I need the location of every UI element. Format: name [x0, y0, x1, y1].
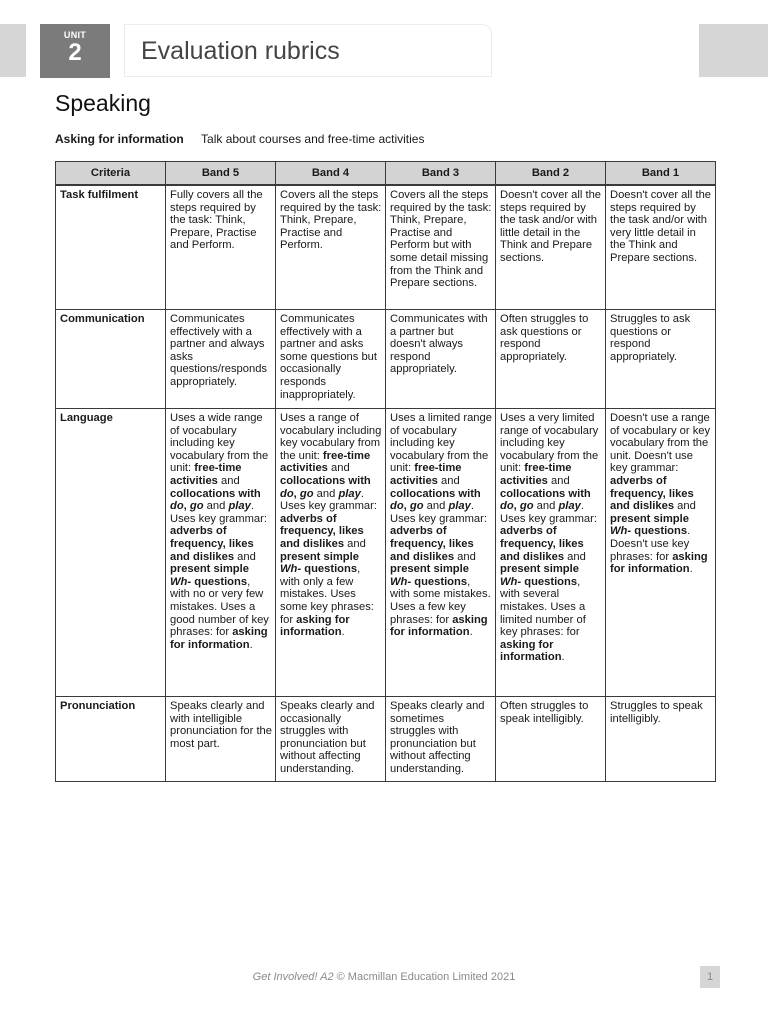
- table-cell: Doesn't cover all the steps required by the task and/or with very little detail in the Think and Prepare sections.: [606, 185, 716, 310]
- section-title: Speaking: [55, 90, 151, 116]
- table-row: [56, 185, 716, 310]
- table-row: [56, 697, 716, 782]
- criterion-task-fulfilment: Task fulfilment: [56, 185, 166, 310]
- column-header-band-1: Band 1: [606, 162, 716, 186]
- unit-label: UNIT: [63, 30, 87, 40]
- table-cell: Often struggles to ask questions or respond appropriately.: [496, 310, 606, 409]
- table-cell: Uses a very limited range of vocabulary including key vocabulary from the unit: free-time activities and collocations with do, go and play. Uses key grammar: adverbs of frequency, likes and dislikes and present simple Wh- questions, with several mistakes. Uses a limited number of key phrases: for asking for information.: [496, 409, 606, 697]
- title-banner: [124, 24, 492, 77]
- right-margin-tab: [699, 24, 768, 77]
- page-title: Evaluation rubrics: [141, 37, 340, 65]
- column-header-criteria: Criteria: [56, 162, 166, 186]
- table-cell: Uses a limited range of vocabulary including key vocabulary from the unit: free-time activities and collocations with do, go and play. Uses key grammar: adverbs of frequency, likes and dislikes and present simple Wh- questions, with some mistakes. Uses a few key phrases: for asking for information.: [386, 409, 496, 697]
- table-header-row: [56, 162, 716, 186]
- table-cell: Uses a wide range of vocabulary including key vocabulary from the unit: free-time activities and collocations with do, go and play. Uses key grammar: adverbs of frequency, likes and dislikes and present simple Wh- questions, with no or very few mistakes. Uses a good number of key phrases: for asking for information.: [166, 409, 276, 697]
- unit-number: 2: [68, 39, 82, 66]
- page-number: 1: [700, 966, 720, 988]
- task-subtitle: [55, 132, 424, 146]
- table-cell: Often struggles to speak intelligibly.: [496, 697, 606, 782]
- table-cell: Speaks clearly and sometimes struggles with pronunciation but without affecting understanding.: [386, 697, 496, 782]
- table-cell: Struggles to ask questions or respond appropriately.: [606, 310, 716, 409]
- left-margin-tab: [0, 24, 26, 77]
- task-label: Asking for information: [55, 132, 184, 146]
- table-cell: Communicates with a partner but doesn't always respond appropriately.: [386, 310, 496, 409]
- book-title: Get Involved! A2: [252, 971, 334, 983]
- criterion-communication: Communication: [56, 310, 166, 409]
- table-cell: Speaks clearly and with intelligible pronunciation for the most part.: [166, 697, 276, 782]
- criterion-language: Language: [56, 409, 166, 697]
- table-cell: Struggles to speak intelligibly.: [606, 697, 716, 782]
- criterion-pronunciation: Pronunciation: [56, 697, 166, 782]
- table-cell: Communicates effectively with a partner and asks some questions but occasionally responds inappropriately.: [276, 310, 386, 409]
- table-cell: Covers all the steps required by the task: Think, Prepare, Practise and Perform.: [276, 185, 386, 310]
- table-row: [56, 310, 716, 409]
- unit-badge: [40, 24, 110, 78]
- column-header-band-2: Band 2: [496, 162, 606, 186]
- rubric-table: [55, 161, 716, 782]
- table-cell: Communicates effectively with a partner and always asks questions/responds appropriately.: [166, 310, 276, 409]
- table-cell: Doesn't use a range of vocabulary or key vocabulary from the unit. Doesn't use key grammar: adverbs of frequency, likes and dislikes and present simple Wh- questions. Doesn't use key phrases: for asking for information.: [606, 409, 716, 697]
- table-cell: Uses a range of vocabulary including key vocabulary from the unit: free-time activities and collocations with do, go and play. Uses key grammar: adverbs of frequency, likes and dislikes and present simple Wh- questions, with only a few mistakes. Uses some key phrases: for asking for information.: [276, 409, 386, 697]
- table-row: [56, 409, 716, 697]
- table-cell: Fully covers all the steps required by the task: Think, Prepare, Practise and Perform.: [166, 185, 276, 310]
- column-header-band-3: Band 3: [386, 162, 496, 186]
- column-header-band-4: Band 4: [276, 162, 386, 186]
- table-cell: Covers all the steps required by the task: Think, Prepare, Practise and Perform but with some detail missing from the Think and Prepare sections.: [386, 185, 496, 310]
- table-cell: Speaks clearly and occasionally struggles with pronunciation but without affecting understanding.: [276, 697, 386, 782]
- column-header-band-5: Band 5: [166, 162, 276, 186]
- task-description: Talk about courses and free-time activities: [201, 132, 425, 146]
- table-cell: Doesn't cover all the steps required by the task and/or with little detail in the Think and Prepare sections.: [496, 185, 606, 310]
- copyright-text: © Macmillan Education Limited 2021: [333, 971, 516, 983]
- footer-copyright: [0, 971, 768, 983]
